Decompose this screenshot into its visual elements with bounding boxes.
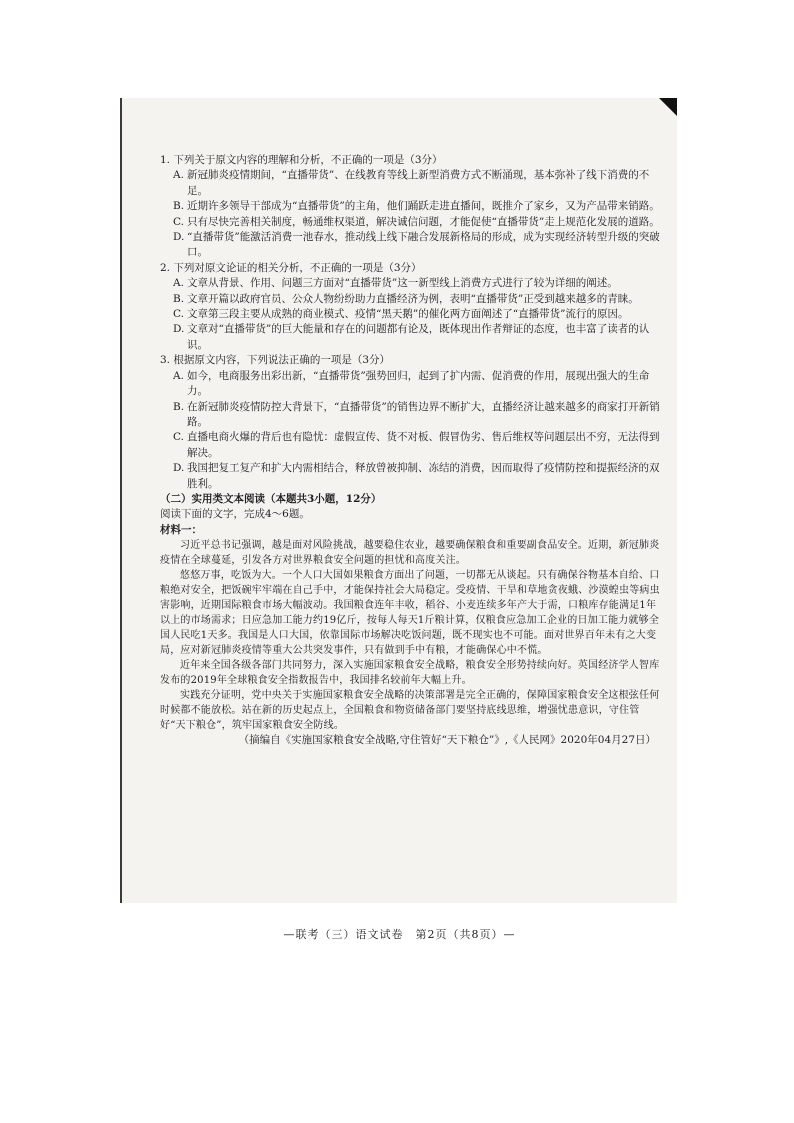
question-1 bbox=[160, 153, 660, 261]
exam-page bbox=[120, 98, 677, 941]
option-letter: B. bbox=[173, 200, 185, 213]
option-letter: B. bbox=[173, 292, 185, 305]
reading-instruction: 阅读下面的文字，完成4～6题。 bbox=[160, 508, 310, 521]
option-a bbox=[173, 276, 660, 291]
page-corner bbox=[659, 98, 677, 116]
option-c bbox=[173, 307, 660, 322]
option-d bbox=[173, 322, 660, 353]
option-text: 文章开篇以政府官员、公众人物纷纷助力直播经济为例，表明“直播带货”正受到越来越多的青睐。 bbox=[187, 292, 639, 305]
question-stem: 1. 下列关于原文内容的理解和分析，不正确的一项是（3分） bbox=[160, 154, 443, 166]
option-text: 在新冠肺炎疫情防控大背景下，“直播带货”的销售边界不断扩大，直播经济让越来越多的商家打开新销路。 bbox=[187, 400, 660, 428]
option-letter: D. bbox=[173, 231, 185, 244]
option-text: 近期许多领导干部成为“直播带货”的主角，他们踊跃走进直播间，既推介了家乡，又为产品带来销路。 bbox=[187, 200, 660, 213]
option-b bbox=[173, 292, 660, 307]
option-c bbox=[173, 430, 660, 461]
option-letter: C. bbox=[173, 431, 184, 444]
option-b bbox=[173, 400, 660, 431]
option-d bbox=[173, 461, 660, 492]
option-text: 文章从背景、作用、问题三方面对“直播带货”这一新型线上消费方式进行了较为详细的阐述。 bbox=[187, 277, 618, 290]
option-letter: C. bbox=[173, 308, 184, 321]
option-text: 只有尽快完善相关制度，畅通维权渠道，解决诚信问题，才能促使“直播带货”走上规范化发展的道路。 bbox=[187, 215, 660, 228]
question-2 bbox=[160, 261, 660, 353]
section-heading: （二）实用类文本阅读（本题共3小题，12分） bbox=[160, 492, 382, 505]
option-letter: B. bbox=[173, 400, 185, 413]
option-c bbox=[173, 215, 660, 230]
option-letter: D. bbox=[173, 323, 185, 336]
question-stem: 2. 下列对原文论证的相关分析，不正确的一项是（3分） bbox=[160, 261, 422, 274]
option-a bbox=[173, 369, 660, 400]
option-text: 我国把复工复产和扩大内需相结合，释放曾被抑制、冻结的消费，因而取得了疫情防控和提振经济的双胜利。 bbox=[187, 462, 660, 490]
option-b bbox=[173, 199, 660, 214]
option-text: 文章第三段主要从成熟的商业模式、疫情“黑天鹅”的催化两方面阐述了“直播带货”流行的原因。 bbox=[187, 308, 629, 321]
option-text: “直播带货”能激活消费一池春水，推动线上线下融合发展新格局的形成，成为实现经济转型升级的突破口。 bbox=[187, 231, 660, 259]
option-text: 如今，电商服务出彩出新，“直播带货”强势回归，起到了扩内需、促消费的作用，展现出强大的生命力。 bbox=[187, 369, 650, 398]
material-paragraph: 实践充分证明，党中央关于实施国家粮食安全战略的决策部署是完全正确的，保障国家粮食安全这根弦任何时候都不能放松。站在新的历史起点上，全国粮食和物资储备部门要坚持底线思维，增强忧患意识，守住管好“天下粮仓”，筑牢国家粮食安全防线。 bbox=[160, 690, 660, 732]
option-text: 直播电商火爆的背后也有隐忧：虚假宣传、货不对板、假冒伪劣、售后维权等问题层出不穷，无法得到解决。 bbox=[187, 431, 660, 459]
material-paragraph: 习近平总书记强调，越是面对风险挑战，越要稳住农业，越要确保粮食和重要副食品安全。近期，新冠肺炎疫情在全球蔓延，引发各方对世界粮食安全问题的担忧和高度关注。 bbox=[160, 540, 660, 567]
material-paragraph: 近年来全国各级各部门共同努力，深入实施国家粮食安全战略，粮食安全形势持续向好。英国经济学人智库发布的2019年全球粮食安全指数报告中，我国排名较前年大幅上升。 bbox=[160, 660, 660, 687]
option-a bbox=[173, 168, 660, 199]
page-footer: —联考（三）语文试卷 第2页（共8页）— bbox=[283, 928, 516, 941]
option-letter: A. bbox=[173, 369, 184, 382]
question-stem: 3. 根据原文内容，下列说法正确的一项是（3分） bbox=[160, 354, 391, 367]
option-d bbox=[173, 230, 660, 261]
material-label: 材料一： bbox=[160, 523, 202, 536]
option-letter: A. bbox=[173, 169, 184, 182]
source-citation: （摘编自《实施国家粮食安全战略,守住管好“天下粮仓”》,《人民网》2020年04月27日） bbox=[238, 734, 656, 747]
option-letter: D. bbox=[173, 462, 185, 475]
option-text: 新冠肺炎疫情期间，“直播带货”、在线教育等线上新型消费方式不断涌现，基本弥补了线下消费的不足。 bbox=[187, 169, 650, 197]
page-content bbox=[160, 153, 660, 749]
question-3 bbox=[160, 353, 660, 492]
option-text: 文章对“直播带货”的巨大能量和存在的问题都有论及，既体现出作者辩证的态度，也丰富了读者的认识。 bbox=[187, 323, 650, 351]
material-paragraph: 悠悠万事，吃饭为大。一个人口大国如果粮食方面出了问题，一切都无从谈起。只有确保谷物基本自给、口粮绝对安全，把饭碗牢牢端在自己手中，才能保持社会大局稳定。受疫情、干旱和草地贪夜蛾、沙漠蝗虫等病虫害影响，近期国际粮食市场大幅波动。我国粮食连年丰收，稻谷、小麦连续多年产大于需，口粮库存能满足1年以上的市场需求；日应急加工能力约19亿斤，按每人每天1斤粮计算，仅粮食应急加工企业的日加工能力就够全国人民吃1天多。我国是人口大国，依靠国际市场解决吃饭问题，既不现实也不可能。面对世界百年未有之大变局，应对新冠肺炎疫情等重大公共突发事件，只有做到手中有粮，才能确保心中不慌。 bbox=[160, 570, 660, 657]
option-letter: C. bbox=[173, 215, 184, 228]
option-letter: A. bbox=[173, 277, 184, 290]
